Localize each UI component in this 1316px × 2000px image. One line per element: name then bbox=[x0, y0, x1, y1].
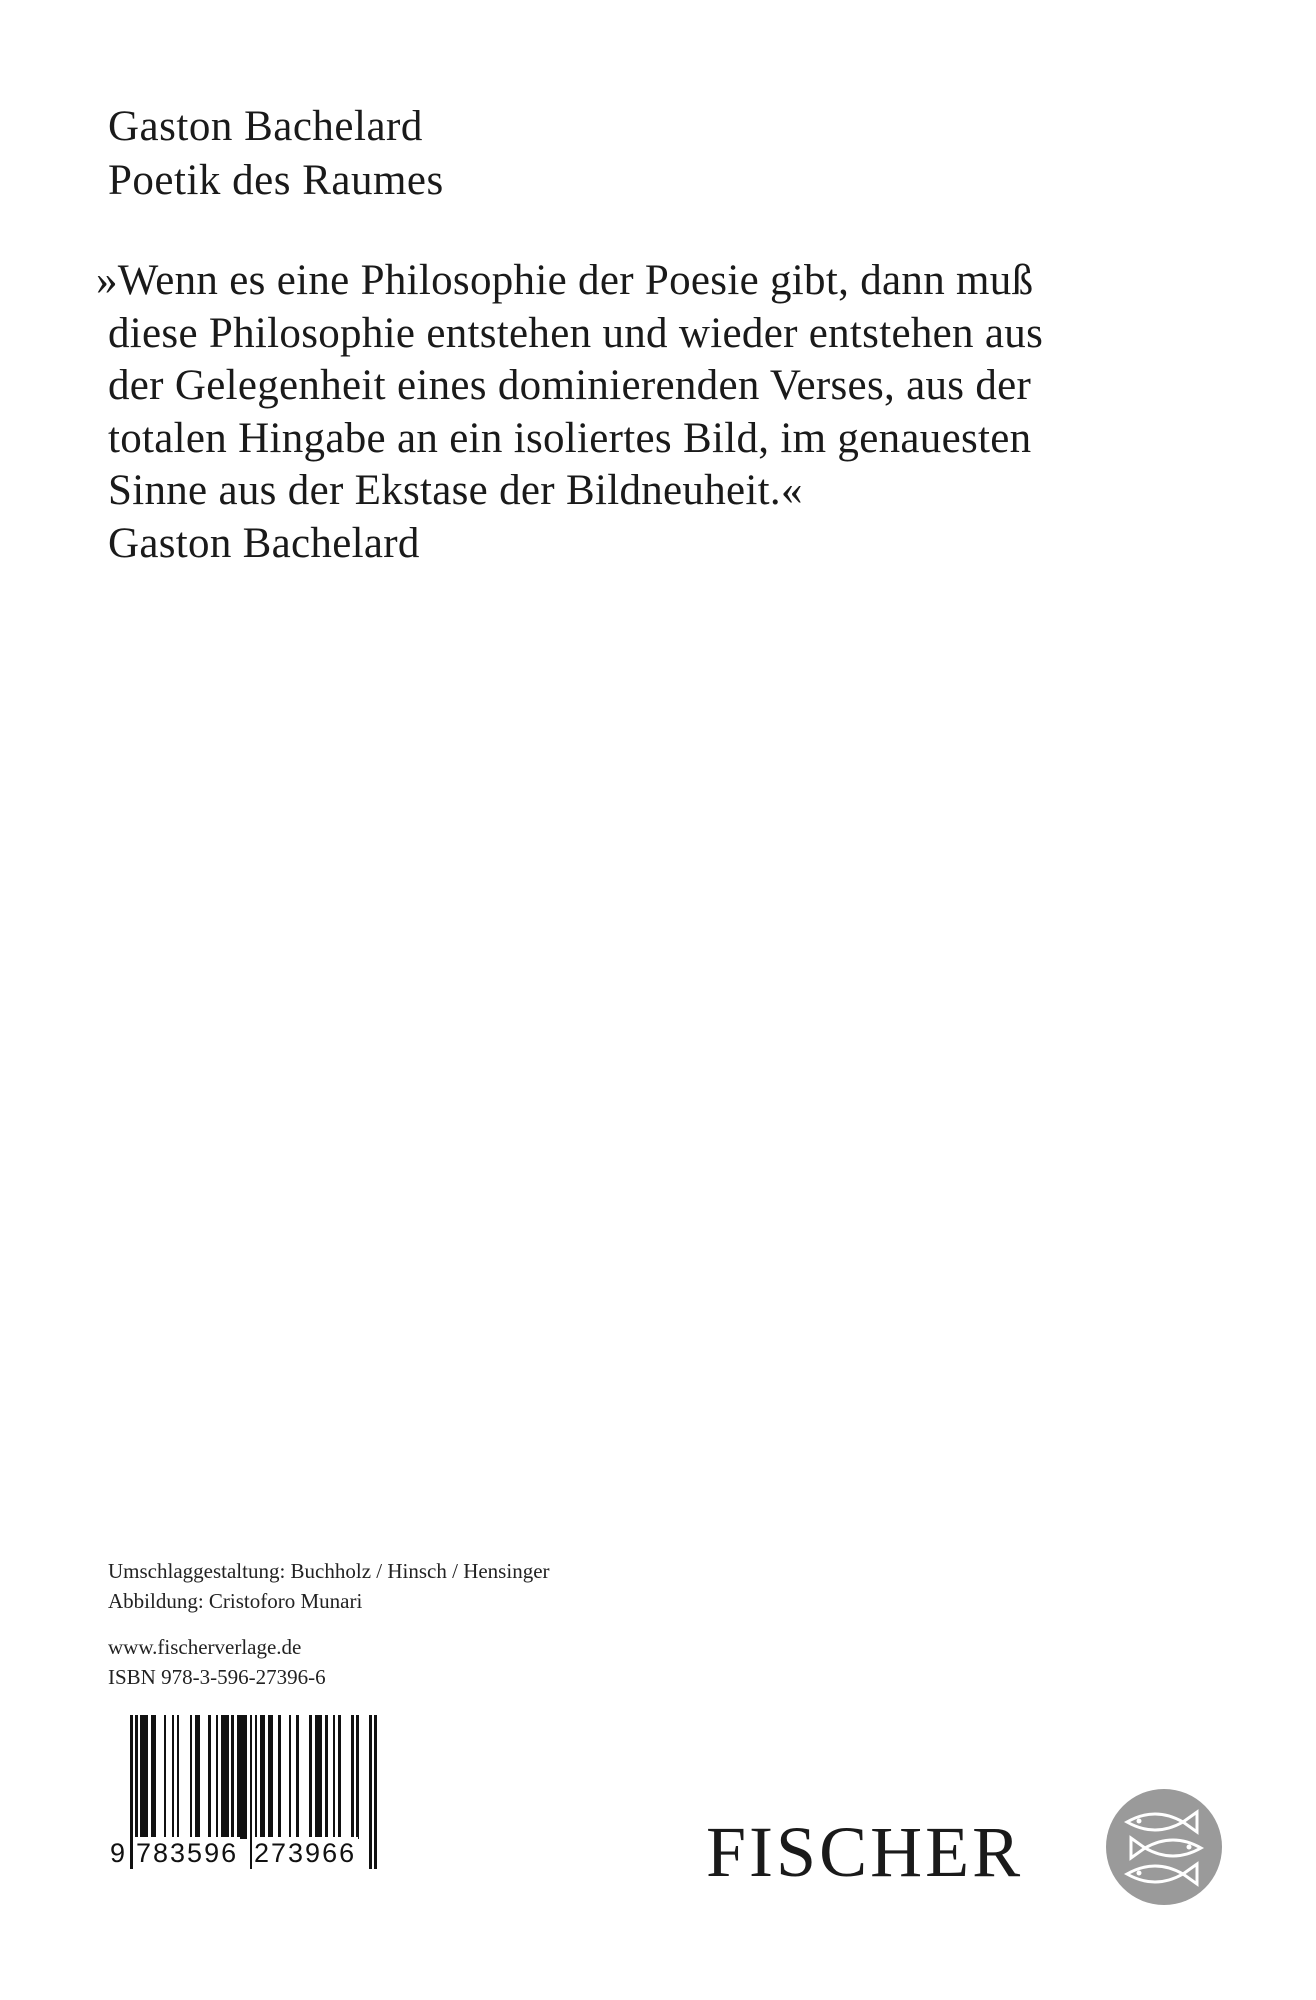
barcode-bar bbox=[356, 1715, 359, 1839]
barcode-bar bbox=[190, 1715, 193, 1839]
isbn-barcode bbox=[108, 1715, 382, 1869]
quote-line-1: »Wenn es eine Philosophie der Poesie gibt, dann muß bbox=[96, 257, 1034, 304]
barcode-bar bbox=[351, 1715, 354, 1839]
barcode-bar bbox=[153, 1715, 156, 1839]
barcode-bar bbox=[278, 1715, 281, 1839]
barcode-bar bbox=[325, 1715, 328, 1839]
blurb-quote bbox=[96, 255, 1276, 570]
barcode-bar bbox=[231, 1715, 234, 1839]
barcode-bar bbox=[244, 1715, 247, 1839]
barcode-bar bbox=[216, 1715, 219, 1839]
barcode-bar bbox=[177, 1715, 180, 1839]
quote-attribution: Gaston Bachelard bbox=[108, 519, 420, 567]
barcode-bar bbox=[146, 1715, 149, 1839]
barcode-bar bbox=[309, 1715, 312, 1839]
quote-line-2: diese Philosophie entstehen und wieder entstehen aus bbox=[108, 309, 1044, 357]
barcode-bar bbox=[270, 1715, 273, 1839]
barcode-bar bbox=[289, 1715, 292, 1839]
barcode-digits bbox=[108, 1837, 382, 1871]
isbn-label: ISBN 978-3-596-27396-6 bbox=[108, 1665, 326, 1689]
barcode-bar bbox=[320, 1715, 323, 1839]
barcode-bar bbox=[296, 1715, 299, 1839]
barcode-bar bbox=[198, 1715, 201, 1839]
publisher-website: www.fischerverlage.de bbox=[108, 1635, 302, 1659]
barcode-bar bbox=[333, 1715, 336, 1839]
fischer-fish-logo-icon bbox=[1105, 1788, 1223, 1906]
barcode-bar bbox=[338, 1715, 341, 1839]
book-title: Poetik des Raumes bbox=[108, 157, 444, 204]
barcode-bar bbox=[164, 1715, 167, 1839]
barcode-digits-left: 783596 bbox=[136, 1838, 239, 1868]
barcode-digit-first: 9 bbox=[110, 1838, 126, 1868]
author-name: Gaston Bachelard bbox=[108, 103, 423, 150]
barcode-bar bbox=[226, 1715, 229, 1839]
barcode-bar bbox=[263, 1715, 266, 1839]
publisher-wordmark: FISCHER bbox=[706, 1812, 1024, 1892]
book-header bbox=[108, 100, 444, 208]
quote-line-4: totalen Hingabe an ein isoliertes Bild, im genauesten bbox=[108, 414, 1032, 462]
illustration-credit: Abbildung: Cristoforo Munari bbox=[108, 1589, 363, 1613]
barcode-bar bbox=[208, 1715, 211, 1839]
barcode-digits-right: 273966 bbox=[254, 1838, 357, 1868]
quote-line-5: Sinne aus der Ekstase der Bildneuheit.« bbox=[108, 467, 803, 514]
quote-line-3: der Gelegenheit eines dominierenden Verses, aus der bbox=[108, 362, 1032, 409]
credits-block bbox=[108, 1556, 550, 1692]
barcode-bar bbox=[172, 1715, 175, 1839]
cover-design-credit: Umschlaggestaltung: Buchholz / Hinsch / Hensinger bbox=[108, 1559, 550, 1583]
